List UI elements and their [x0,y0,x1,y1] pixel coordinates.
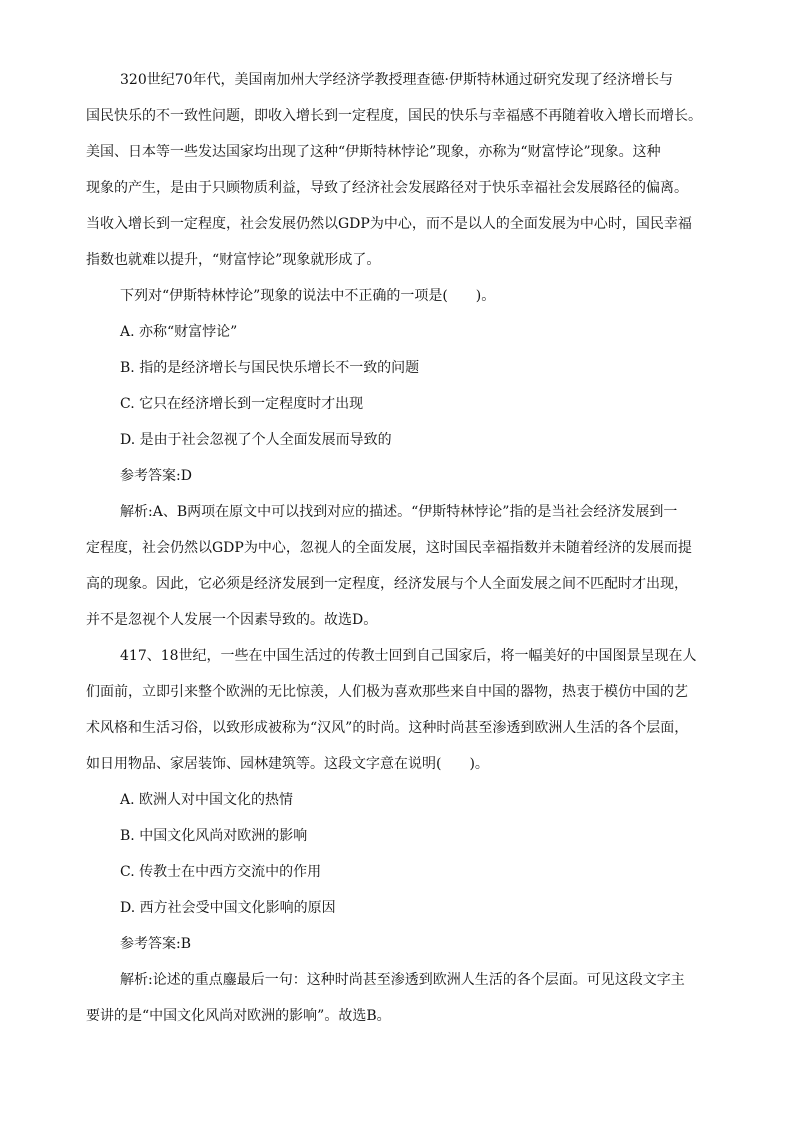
q1-analysis-line: 解析:A、B两项在原文中可以找到对应的描述。“伊斯特林悖论”指的是当社会经济发展到一 [120,504,678,520]
q2-option-d: D. 西方社会受中国文化影响的原因 [120,900,336,916]
q1-option-b: B. 指的是经济增长与国民快乐增长不一致的问题 [120,360,420,376]
q1-analysis-line: 高的现象。因此，它必须是经济发展到一定程度，经济发展与个人全面发展之间不匹配时才出现， [86,576,688,592]
q2-option-a: A. 欧洲人对中国文化的热情 [120,792,294,808]
q1-analysis-line: 并不是忽视个人发展一个因素导致的。故选D。 [86,612,378,628]
q1-passage-line: 320世纪70年代，美国南加州大学经济学教授理查德·伊斯特林通过研究发现了经济增长与 [120,72,673,88]
question-1 [86,62,716,638]
q2-passage-line: 如日用物品、家居装饰、园林建筑等。这段文字意在说明( )。 [86,756,489,772]
q2-passage-line: 术风格和生活习俗，以致形成被称为“汉风”的时尚。这种时尚甚至渗透到欧洲人生活的各个层面， [86,720,689,736]
q1-passage-line: 指数也就难以提升，“财富悖论”现象就形成了。 [86,252,381,268]
q2-reference-answer: 参考答案:B [120,936,192,952]
q1-passage-line: 国民快乐的不一致性问题，即收入增长到一定程度，国民的快乐与幸福感不再随着收入增长而增长。 [86,108,702,124]
q2-option-b: B. 中国文化风尚对欧洲的影响 [120,828,308,844]
q1-passage-line: 当收入增长到一定程度，社会发展仍然以GDP为中心，而不是以人的全面发展为中心时，国民幸福 [86,216,692,232]
q1-analysis-line: 定程度，社会仍然以GDP为中心，忽视人的全面发展，这时国民幸福指数并未随着经济的发展而提 [86,540,692,556]
q1-reference-answer: 参考答案:D [120,468,192,484]
q2-passage-line: 们面前，立即引来整个欧洲的无比惊羡，人们极为喜欢那些来自中国的器物，热衷于模仿中国的艺 [86,684,688,700]
q2-analysis-line: 解析:论述的重点鏖最后一句：这种时尚甚至渗透到欧洲人生活的各个层面。可见这段文字主 [120,972,685,988]
q2-option-c: C. 传教士在中西方交流中的作用 [120,864,322,880]
question-2 [86,638,716,1034]
q1-option-a: A. 亦称“财富悖论” [120,324,238,340]
q2-analysis-line: 要讲的是“中国文化风尚对欧洲的影响”。故选B。 [86,1008,391,1024]
q1-option-c: C. 它只在经济增长到一定程度时才出现 [120,396,364,412]
q2-passage-line: 417、18世纪，一些在中国生活过的传教士回到自己国家后，将一幅美好的中国图景呈现在人 [120,648,697,664]
q1-question-stem: 下列对“伊斯特林悖论”现象的说法中不正确的一项是( )。 [120,288,496,304]
q1-passage-line: 现象的产生，是由于只顾物质利益，导致了经济社会发展路径对于快乐幸福社会发展路径的偏离。 [86,180,688,196]
q1-option-d: D. 是由于社会忽视了个人全面发展而导致的 [120,432,392,448]
q1-passage-line: 美国、日本等一些发达国家均出现了这种“伊斯特林悖论”现象，亦称为“财富悖论”现象。这种 [86,144,661,160]
